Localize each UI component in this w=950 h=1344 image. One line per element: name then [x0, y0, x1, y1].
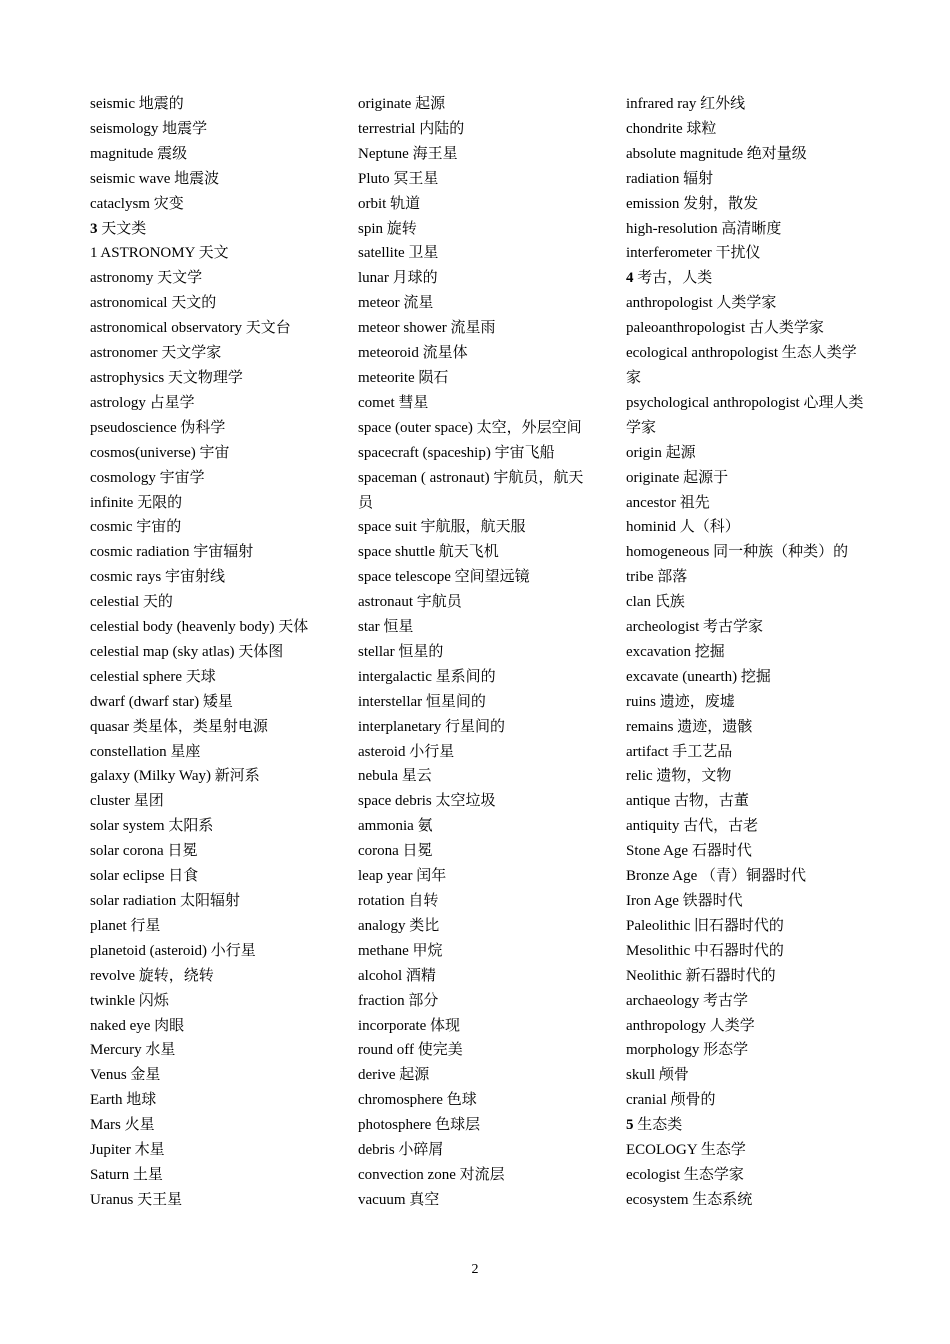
- vocab-entry: incorporate 体现: [358, 1017, 461, 1034]
- page-number: 2: [471, 1262, 479, 1277]
- column-3: [626, 92, 864, 1213]
- vocab-entry: homogeneous 同一种族（种类）的: [626, 544, 849, 561]
- vocab-entry: solar corona 日冕: [90, 843, 198, 860]
- vocab-entry: space shuttle 航天飞机: [358, 544, 499, 561]
- section-title: 考古，人类: [637, 270, 713, 287]
- vocab-entry: orbit 轨道: [358, 195, 421, 212]
- section-heading: [90, 217, 328, 242]
- vocab-entry: astrophysics 天文物理学: [90, 369, 243, 386]
- vocab-entry: intergalactic 星系间的: [358, 668, 496, 685]
- vocab-entry: cosmic rays 宇宙射线: [90, 569, 225, 586]
- vocab-entry: vacuum 真空: [358, 1191, 440, 1208]
- vocab-entry: interferometer 干扰仪: [626, 245, 761, 262]
- vocab-entry: 1 ASTRONOMY 天文: [90, 245, 229, 262]
- vocab-entry: convection zone 对流层: [358, 1166, 505, 1183]
- vocab-entry: meteorite 陨石: [358, 369, 449, 386]
- vocab-entry: ECOLOGY 生态学: [626, 1142, 746, 1159]
- vocab-entry: cranial 颅骨的: [626, 1092, 716, 1109]
- vocab-entry: ecosystem 生态系统: [626, 1191, 753, 1208]
- vocab-entry: leap year 闰年: [358, 868, 447, 885]
- vocab-entry: analogy 类比: [358, 917, 440, 934]
- vocab-entry: celestial 天的: [90, 594, 173, 611]
- vocab-entry: astronomical 天文的: [90, 295, 217, 312]
- vocab-entry: clan 氏族: [626, 594, 685, 611]
- vocab-entry: space telescope 空间望远镜: [358, 569, 530, 586]
- vocab-entry: radiation 辐射: [626, 170, 714, 187]
- vocab-entry: stellar 恒星的: [358, 643, 444, 660]
- vocab-entry: cosmology 宇宙学: [90, 469, 205, 486]
- vocab-entry: infrared ray 红外线: [626, 96, 746, 112]
- vocab-entry: quasar 类星体，类星射电源: [90, 718, 268, 735]
- section-heading: [626, 266, 864, 291]
- section-title: 生态类: [637, 1117, 683, 1134]
- vocab-entry: pseudoscience 伪科学: [90, 419, 226, 436]
- vocab-entry: high-resolution 高清晰度: [626, 220, 782, 237]
- vocab-entry: anthropologist 人类学家: [626, 295, 777, 312]
- vocab-entry: planet 行星: [90, 917, 161, 934]
- vocab-entry: fraction 部分: [358, 992, 439, 1009]
- vocab-entry: celestial sphere 天球: [90, 668, 216, 685]
- vocab-entry: ruins 遗迹，废墟: [626, 693, 735, 710]
- vocab-entry: ancestor 祖先: [626, 494, 710, 511]
- vocab-entry: methane 甲烷: [358, 942, 443, 959]
- vocab-entry: Mercury 水星: [90, 1042, 176, 1059]
- column-1: [90, 92, 328, 1213]
- vocab-entry: antique 古物，古董: [626, 793, 749, 810]
- vocab-entry: paleoanthropologist 古人类学家: [626, 320, 824, 337]
- vocab-entry: round off 使完美: [358, 1042, 463, 1059]
- vocab-entry: infinite 无限的: [90, 494, 183, 511]
- vocab-entry: twinkle 闪烁: [90, 992, 169, 1009]
- vocab-entry: excavation 挖掘: [626, 643, 725, 660]
- vocab-entry: originate 起源于: [626, 469, 729, 486]
- vocab-entry: Bronze Age （青）铜器时代: [626, 868, 806, 885]
- vocab-entry: Paleolithic 旧石器时代的: [626, 917, 784, 934]
- vocab-entry: space (outer space) 太空，外层空间: [358, 419, 582, 436]
- vocab-entry: archeologist 考古学家: [626, 619, 764, 636]
- vocab-entry: celestial body (heavenly body) 天体: [90, 619, 309, 636]
- vocab-entry: rotation 自转: [358, 893, 439, 909]
- section-heading: [626, 1113, 864, 1138]
- vocab-entry: Venus 金星: [90, 1067, 161, 1084]
- section-number: 5: [626, 1117, 634, 1134]
- vocab-entry: debris 小碎屑: [358, 1142, 444, 1159]
- vocab-entry: psychological anthropologist 心理人类学家: [626, 394, 864, 436]
- vocab-entry: space debris 太空垃圾: [358, 793, 496, 810]
- vocab-entry: astronaut 宇航员: [358, 594, 462, 611]
- vocab-entry: solar radiation 太阳辐射: [90, 893, 240, 909]
- vocab-entry: galaxy (Milky Way) 新河系: [90, 768, 260, 785]
- vocab-entry: Saturn 土星: [90, 1166, 163, 1183]
- vocab-entry: planetoid (asteroid) 小行星: [90, 942, 256, 959]
- vocab-entry: Iron Age 铁器时代: [626, 893, 743, 909]
- vocab-entry: photosphere 色球层: [358, 1117, 481, 1134]
- vocab-entry: astronomical observatory 天文台: [90, 320, 291, 337]
- vocab-entry: cataclysm 灾变: [90, 195, 184, 212]
- vocab-entry: revolve 旋转，绕转: [90, 967, 214, 984]
- vocab-entry: anthropology 人类学: [626, 1017, 755, 1034]
- vocab-entry: astronomer 天文学家: [90, 345, 222, 362]
- vocab-entry: hominid 人（科）: [626, 519, 740, 536]
- vocab-entry: interstellar 恒星间的: [358, 693, 486, 710]
- vocab-entry: seismic 地震的: [90, 96, 184, 112]
- vocab-entry: lunar 月球的: [358, 270, 438, 287]
- vocab-entry: meteor shower 流星雨: [358, 320, 496, 337]
- vocab-entry: absolute magnitude 绝对量级: [626, 145, 807, 162]
- section-number: 4: [626, 270, 634, 287]
- vocab-entry: nebula 星云: [358, 768, 432, 785]
- vocab-entry: originate 起源: [358, 96, 446, 112]
- vocab-entry: cosmic 宇宙的: [90, 519, 182, 536]
- vocab-entry: ammonia 氨: [358, 818, 433, 835]
- vocab-entry: interplanetary 行星间的: [358, 718, 506, 735]
- vocab-entry: chondrite 球粒: [626, 120, 717, 137]
- vocab-entry: satellite 卫星: [358, 245, 439, 262]
- vocab-entry: ecologist 生态学家: [626, 1166, 744, 1183]
- vocab-entry: archaeology 考古学: [626, 992, 749, 1009]
- vocab-entry: artifact 手工艺品: [626, 743, 733, 760]
- vocab-entry: Jupiter 木星: [90, 1142, 165, 1159]
- vocab-entry: spin 旋转: [358, 220, 417, 237]
- vocab-entry: solar system 太阳系: [90, 818, 214, 835]
- vocab-entry: ecological anthropologist 生态人类学家: [626, 345, 857, 386]
- vocab-entry: Mesolithic 中石器时代的: [626, 942, 784, 959]
- vocab-entry: space suit 宇航服，航天服: [358, 519, 526, 536]
- vocab-entry: morphology 形态学: [626, 1042, 749, 1059]
- section-number: 3: [90, 220, 98, 237]
- vocab-entry: constellation 星座: [90, 743, 201, 760]
- vocab-entry: Stone Age 石器时代: [626, 843, 752, 860]
- vocab-entry: Neptune 海王星: [358, 145, 458, 162]
- vocab-entry: origin 起源: [626, 444, 696, 461]
- vocab-entry: excavate (unearth) 挖掘: [626, 668, 771, 685]
- vocab-entry: derive 起源: [358, 1067, 430, 1084]
- vocab-entry: meteoroid 流星体: [358, 345, 468, 362]
- vocab-entry: tribe 部落: [626, 569, 688, 586]
- vocab-entry: emission 发射，散发: [626, 195, 759, 212]
- vocab-entry: comet 彗星: [358, 394, 429, 411]
- vocab-entry: corona 日冕: [358, 843, 433, 860]
- vocab-entry: celestial map (sky atlas) 天体图: [90, 643, 284, 660]
- vocab-entry: Neolithic 新石器时代的: [626, 967, 776, 984]
- vocab-entry: seismic wave 地震波: [90, 170, 220, 187]
- vocab-entry: Pluto 冥王星: [358, 170, 439, 187]
- vocab-entry: astrology 占星学: [90, 394, 195, 411]
- column-2: [358, 92, 596, 1213]
- vocab-entry: relic 遗物，文物: [626, 768, 732, 785]
- vocab-entry: asteroid 小行星: [358, 743, 455, 760]
- vocab-entry: astronomy 天文学: [90, 270, 203, 287]
- vocab-entry: cluster 星团: [90, 793, 164, 810]
- vocab-entry: naked eye 肉眼: [90, 1017, 185, 1034]
- vocab-entry: terrestrial 内陆的: [358, 120, 465, 137]
- section-title: 天文类: [101, 220, 147, 237]
- vocab-entry: Mars 火星: [90, 1117, 155, 1134]
- vocab-entry: dwarf (dwarf star) 矮星: [90, 693, 233, 710]
- vocab-entry: cosmos(universe) 宇宙: [90, 444, 230, 461]
- vocab-entry: seismology 地震学: [90, 120, 208, 137]
- vocab-entry: Earth 地球: [90, 1092, 157, 1109]
- vocab-entry: star 恒星: [358, 619, 414, 636]
- vocab-entry: solar eclipse 日食: [90, 868, 199, 885]
- vocab-entry: cosmic radiation 宇宙辐射: [90, 544, 254, 561]
- vocab-entry: spaceman ( astronaut) 宇航员，航天员: [358, 469, 584, 511]
- vocab-entry: chromosphere 色球: [358, 1092, 477, 1109]
- vocab-entry: meteor 流星: [358, 295, 434, 312]
- vocab-entry: skull 颅骨: [626, 1067, 689, 1084]
- vocab-entry: antiquity 古代，古老: [626, 818, 759, 835]
- vocab-entry: alcohol 酒精: [358, 967, 436, 984]
- vocab-entry: remains 遗迹，遗骸: [626, 718, 753, 735]
- vocab-entry: Uranus 天王星: [90, 1191, 183, 1208]
- vocab-entry: magnitude 震级: [90, 145, 188, 162]
- vocab-entry: spacecraft (spaceship) 宇宙飞船: [358, 444, 555, 461]
